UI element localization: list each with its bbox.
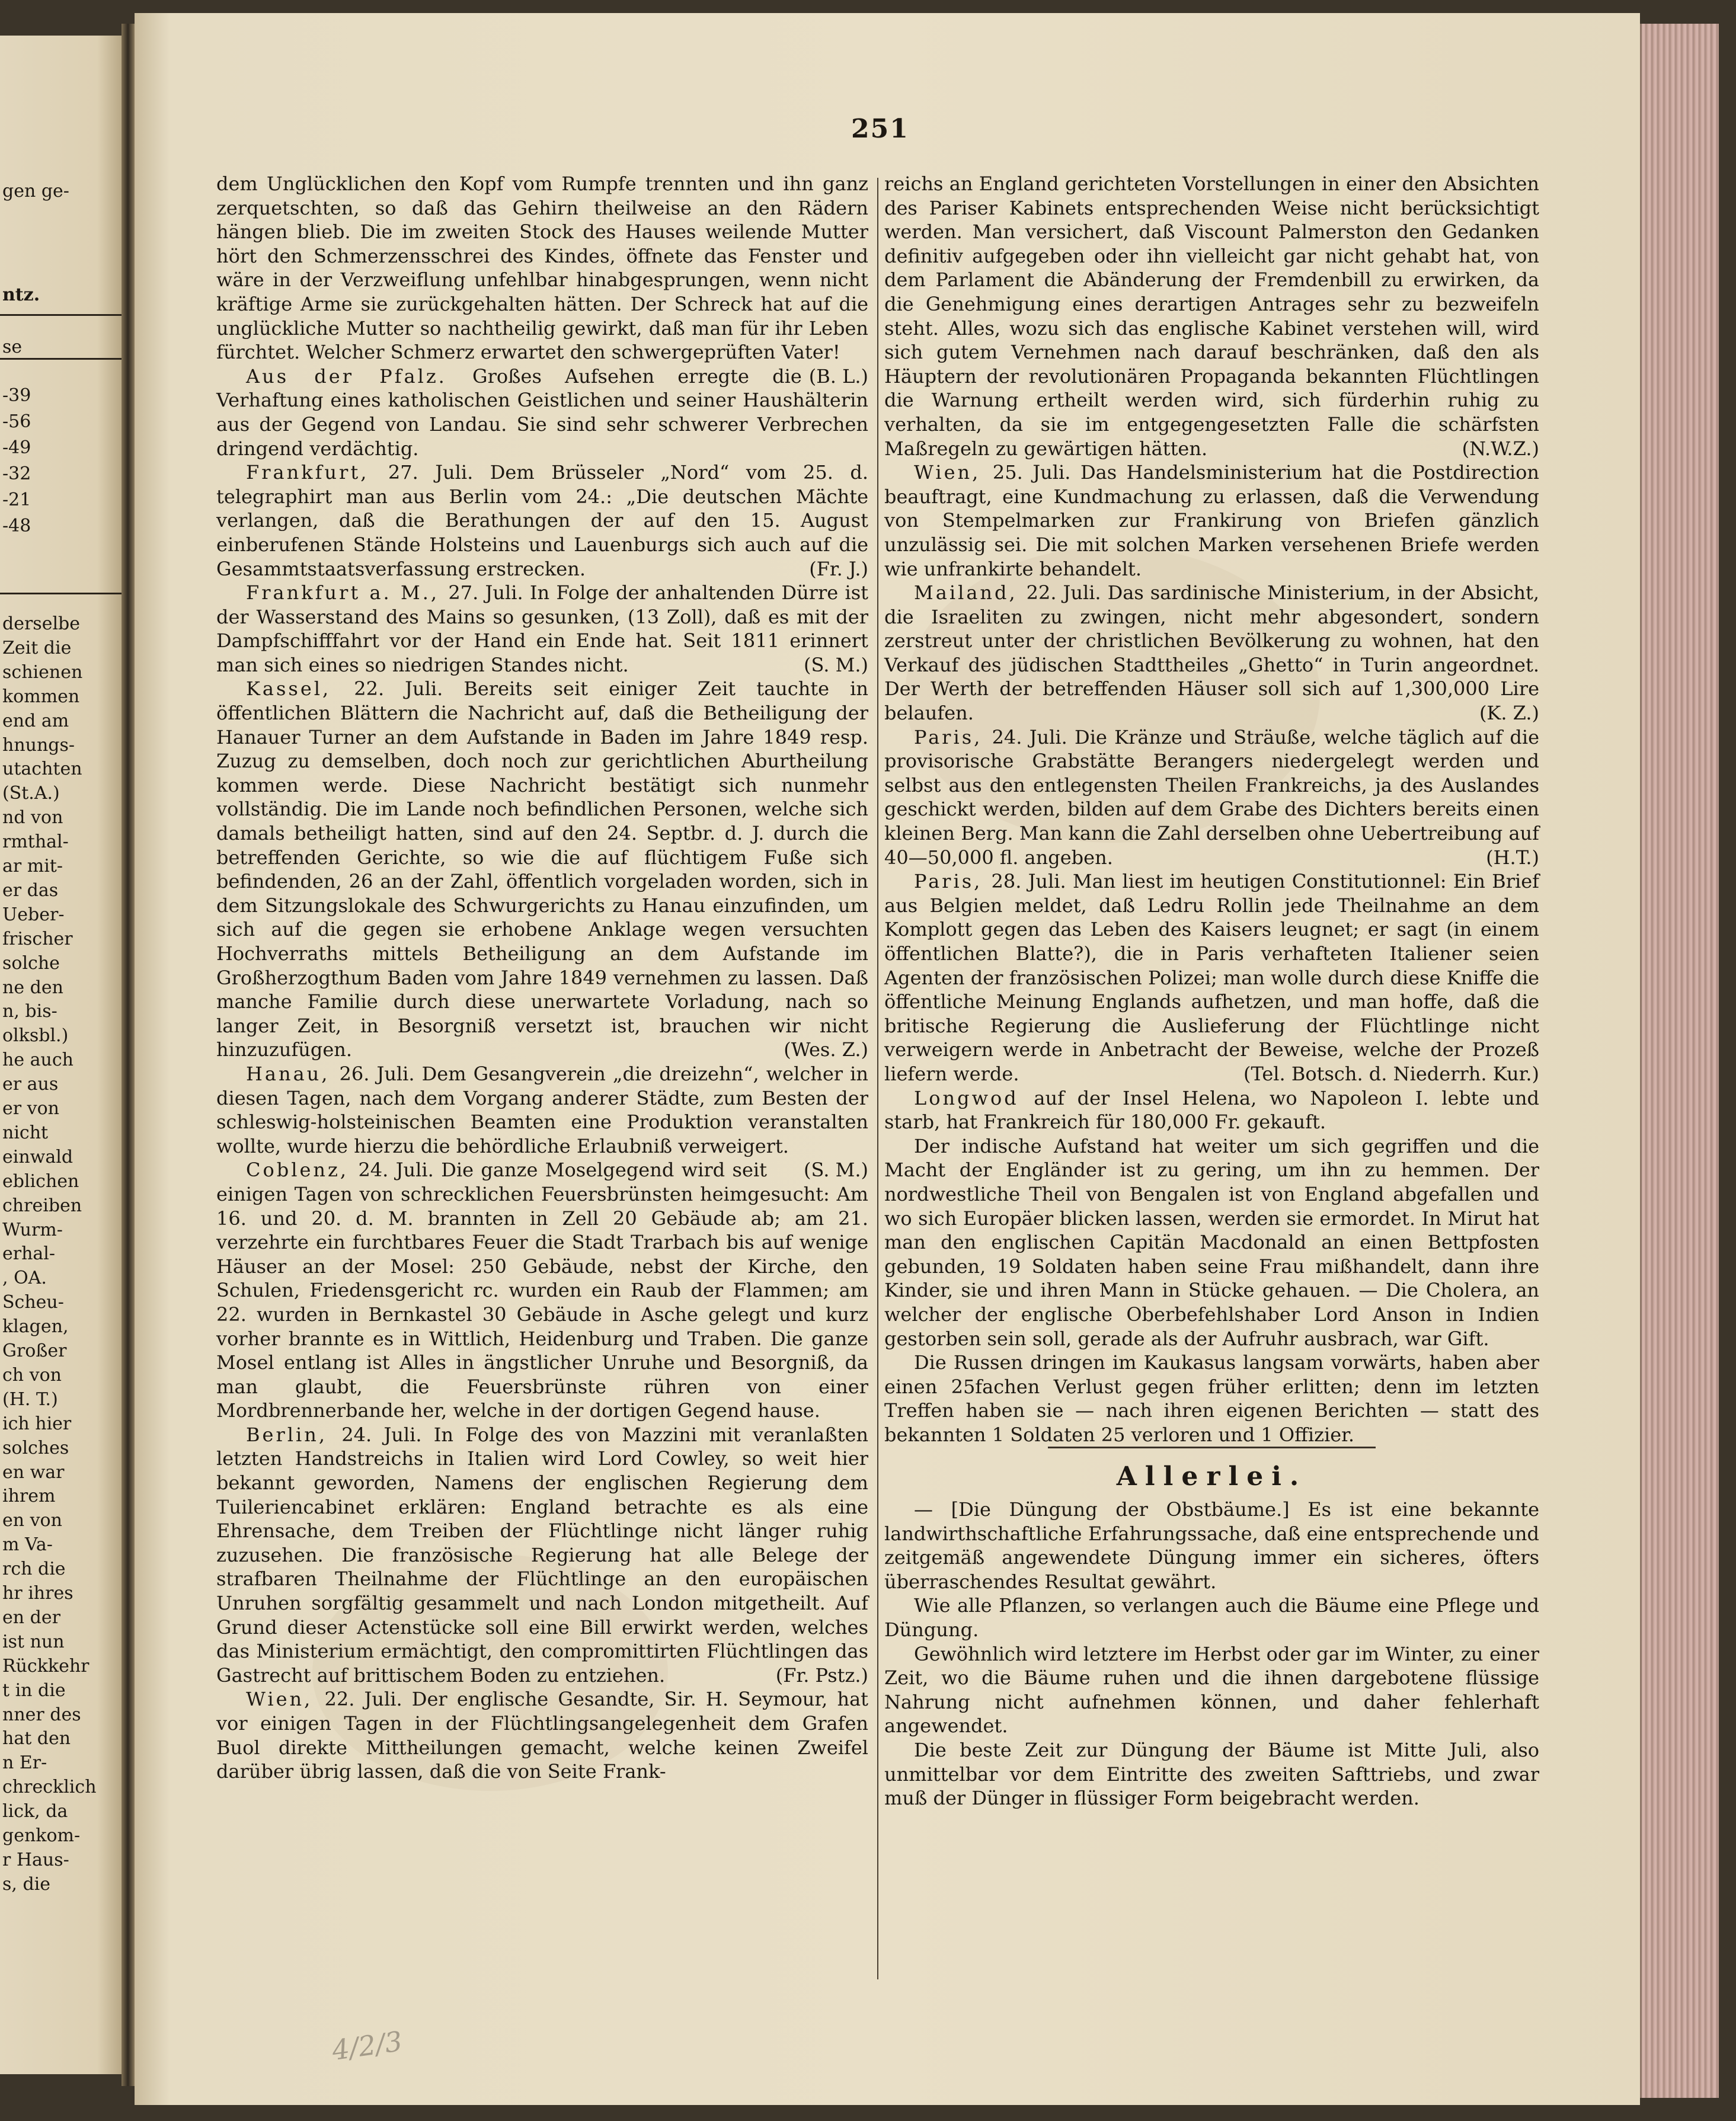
news-items bbox=[884, 172, 1539, 1447]
left-page-fragment: n Er- bbox=[2, 1752, 47, 1774]
left-page-fragment: en von bbox=[2, 1510, 62, 1531]
page-number: 251 bbox=[851, 114, 909, 144]
news-item bbox=[216, 1158, 868, 1423]
news-item bbox=[884, 1134, 1539, 1351]
dateline: Mailand, bbox=[914, 581, 1027, 604]
book-gutter bbox=[122, 24, 135, 2086]
dateline: Frankfurt, bbox=[246, 461, 388, 484]
left-page-fragment: rmthal- bbox=[2, 831, 69, 853]
news-item bbox=[216, 1687, 868, 1783]
left-page-fragment: eblichen bbox=[2, 1170, 79, 1192]
dateline: Wien, bbox=[246, 1688, 325, 1711]
left-page-fragment: nner des bbox=[2, 1704, 81, 1725]
news-item bbox=[884, 460, 1539, 581]
left-page-fragment: klagen, bbox=[2, 1316, 69, 1338]
left-page-fragment: nicht bbox=[2, 1122, 49, 1143]
left-page-fragment: se bbox=[2, 337, 23, 357]
left-page-fragment: Scheu- bbox=[2, 1292, 64, 1313]
left-column bbox=[216, 172, 868, 1784]
article-text: reichs an England gerichteten Vorstellungen in einer den Absichten des Pariser Kabinets entsprechenden Weise nicht berücksichtigt werden. Man versichert, daß Viscount Palmerston den Gedanken definitiv aufgegeben oder ihn vielleicht gar nicht gehabt hat, von dem Parlament die Abänderung der Fremdenbill zu erwirken, da die Genehmigung eines derartigen Antrages sehr zu bezweifeln steht. Alles, wozu sich das englische Kabinet verstehen will, wird sich gutem Vernehmen nach darauf beschränken, daß den als Häuptern der revolutionären Propaganda bekannten Flüchtlingen die Warnung ertheilt werden wird, sich fürderhin ruhig zu verhalten, da sie im entgegengesetzten Falle die schärfsten Maßregeln zu gewärtigen hätten. bbox=[884, 172, 1539, 460]
left-page-fragment: -56 bbox=[2, 411, 31, 432]
dateline: Aus der Pfalz. bbox=[246, 364, 472, 388]
section-heading: Allerlei. bbox=[1116, 1461, 1307, 1492]
article-text: 27. Juli. Dem Brüsseler „Nord“ vom 25. d. telegraphirt man aus Berlin vom 24.: „Die deutschen Mächte verlangen, daß die Berathungen der auf den 15. August einberufenen Stände Holsteins und Lauenburgs sich auch auf die Gesammtstaatsverfassung erstrecken. bbox=[216, 461, 869, 580]
left-page-fragment: t in die bbox=[2, 1679, 66, 1701]
left-page-fragment: nd von bbox=[2, 807, 63, 828]
left-page-edge bbox=[0, 36, 122, 2074]
left-page-fragment: ist nun bbox=[2, 1631, 65, 1652]
news-item bbox=[884, 725, 1539, 870]
left-page-fragment: hnungs- bbox=[2, 734, 75, 756]
left-page-fragment: -32 bbox=[2, 463, 31, 484]
left-page-fragment: derselbe bbox=[2, 613, 81, 634]
news-item bbox=[216, 581, 868, 677]
article-text: Die Russen dringen im Kaukasus langsam vorwärts, haben aber einen 25fachen Verlust gegen früher erlitten; denn im letzten Treffen haben sie — nach ihren eigenen Berichten — statt des bekannten 1 Soldaten 25 verloren und 1 Offizier. bbox=[884, 1351, 1539, 1446]
source-citation: (Tel. Botsch. d. Niederrh. Kur.) bbox=[1243, 1062, 1539, 1085]
allerlei-paragraph: Gewöhnlich wird letztere im Herbst oder gar im Winter, zu einer Zeit, wo die Bäume ruhen und die ihnen dargebotene flüssige Nahrung nicht aufnehmen können, und daher fehlerhaft angewendet. bbox=[884, 1642, 1539, 1738]
left-page-fragment: m Va- bbox=[2, 1534, 53, 1556]
news-item bbox=[884, 581, 1539, 725]
left-page-fragment: er aus bbox=[2, 1074, 59, 1095]
left-page-fragment: genkom- bbox=[2, 1825, 81, 1846]
left-page-fragment: ar mit- bbox=[2, 856, 63, 876]
allerlei-body bbox=[884, 1498, 1539, 1810]
left-page-fragment: er von bbox=[2, 1098, 59, 1119]
left-page-fragment: en der bbox=[2, 1607, 60, 1628]
article-text: Großes Aufsehen erregte die Verhaftung eines katholischen Geistlichen und seiner Haushälterin aus der Gegend von Landau. Sie sind sehr schwerer Verbrechen dringend verdächtig. bbox=[216, 364, 868, 460]
left-page-rule bbox=[0, 593, 122, 594]
article-text: 24. Juli. Die Kränze und Sträuße, welche täglich auf die provisorische Grabstätte Berangers niedergelegt werden und selbst aus den entlegensten Theilen Frankreichs, ja des Auslandes geschickt werden, bilden auf dem Grabe des Dichters bereits einen kleinen Berg. Man kann die Zahl derselben ohne Uebertreibung auf 40—50,000 fl. angeben. bbox=[884, 725, 1540, 869]
left-page-fragment: -39 bbox=[2, 385, 31, 406]
dateline: Wien, bbox=[914, 461, 993, 484]
left-page-fragment: er das bbox=[2, 879, 59, 901]
article-text: 28. Juli. Man liest im heutigen Constitutionnel: Ein Brief aus Belgien meldet, daß Ledru Rollin jede Theilnahme an dem Komplott gegen das Leben des Kaisers leugnet; er sagt (in einem öffentlichen Blatte?), die in Paris verhafteten Italiener seien Agenten der französischen Polizei; man wolle durch diese Kniffe die öffentliche Meinung Englands aufhetzen, und man hoffe, daß die britische Regierung die Auslieferung der Flüchtlinge nicht verweigern werde in Anbetracht der Beweise, welche der Prozeß liefern werde. bbox=[884, 870, 1539, 1085]
left-page-fragment: he auch bbox=[2, 1050, 73, 1071]
left-page-fragment: chreiben bbox=[2, 1195, 82, 1216]
news-item bbox=[216, 677, 868, 1062]
source-citation: (Fr. J.) bbox=[809, 557, 868, 580]
left-page-fragment: -48 bbox=[2, 516, 31, 536]
left-page-fragment: kommen bbox=[2, 686, 80, 707]
left-page-fragment: schienen bbox=[2, 661, 83, 683]
left-page-fragment: lick, da bbox=[2, 1801, 68, 1822]
left-page-fragment: Ueber- bbox=[2, 904, 65, 925]
dateline: Hanau, bbox=[246, 1062, 340, 1085]
article-text: 24. Juli. Die ganze Moselgegend wird seit einigen Tagen von schrecklichen Feuersbrünsten heimgesucht: Am 16. und 20. d. M. brannten in Zell 20 Gebäude ab; am 21. verzehrte ein furchtbares Feuer die Stadt Trarbach bis auf wenige Häuser an der Mosel: 250 Gebäude, nebst der Kirche, den Schulen, Friedensgericht rc. wurden ein Raub der Flammen; am 22. wurden in Bernkastel 30 Gebäude in Asche gelegt und kurz vorher brannte es in Wittlich, Heidenburg und Traben. Die ganze Mosel entlang ist Alles in ängstlicher Unruhe und Besorgniß, da man glaubt, die Feuersbrünste rühren von einer Mordbrennerbande her, welche in der dortigen Gegend hause. bbox=[216, 1159, 868, 1422]
source-citation: (Wes. Z.) bbox=[784, 1038, 868, 1061]
handwritten-pencil-note: 4/2/3 bbox=[330, 2024, 404, 2067]
column-divider bbox=[877, 178, 878, 1979]
left-page-fragment: r Haus- bbox=[2, 1849, 69, 1870]
dateline: Paris, bbox=[914, 870, 992, 893]
news-item bbox=[884, 1086, 1539, 1134]
left-page-fragment: en war bbox=[2, 1461, 65, 1483]
left-page-fragment: ch von bbox=[2, 1364, 62, 1386]
source-citation: (K. Z.) bbox=[1479, 702, 1539, 725]
source-citation: (S. M.) bbox=[803, 653, 868, 676]
left-page-fragment: ne den bbox=[2, 977, 63, 998]
left-page-fragment: -49 bbox=[2, 437, 31, 458]
article-text: 27. Juli. In Folge der anhaltenden Dürre ist der Wasserstand des Mains so gesunken, (13 Zoll), daß es mit der Dampfschifffahrt vor der Hand ein Ende hat. Seit 1811 erinnert man sich eines so niedrigen Standes nicht. bbox=[216, 581, 869, 676]
news-item bbox=[884, 172, 1539, 460]
article-text: 22. Juli. Bereits seit einiger Zeit tauchte in öffentlichen Blättern die Nachricht auf, daß die Betheiligung der Hanauer Turner an dem Aufstande in Baden im Jahre 1849 resp. Zuzug zu demselben, doch noch zur gerichtlichen Aburtheilung kommen werde. Diese Nachricht bestätigt sich nunmehr vollständig. Die im Lande noch befindlichen Personen, welche sich damals betheiligt hatten, sind auf den 24. Septbr. d. J. durch die betreffenden Gerichte, so wie die auf flüchtigem Fuße sich befindenden, 26 an der Zahl, öffentlich vorgeladen worden, sich in dem Sitzungslokale des Schwurgerichts zu Hanau einzufinden, um sich auf die gegen sie erhobene Anklage wegen versuchten Hochverraths mittels Betheiligung an dem Aufstande im Großherzogthum Baden vom Jahre 1849 vernehmen zu lassen. Daß manche Familie durch diese unerwartete Vorladung, nach so langer Zeit, in Besorgniß versetzt ist, brauchen wir nicht hinzuzufügen. bbox=[216, 677, 869, 1061]
right-column bbox=[884, 172, 1539, 1810]
left-page-fragment: erhal- bbox=[2, 1243, 56, 1265]
left-page-fragment: hat den bbox=[2, 1728, 71, 1749]
source-citation: (S. M.) bbox=[803, 1159, 868, 1182]
left-page-fragment: (St.A.) bbox=[2, 783, 60, 804]
article-text: 25. Juli. Das Handelsministerium hat die Postdirection beauftragt, eine Kundmachung zu erlassen, daß die Verwendung von Stempelmarken zur Frankirung von Briefen gänzlich unzulässig sei. Die mit solchen Marken versehenen Briefe werden wie unfrankirte behandelt. bbox=[884, 461, 1540, 580]
left-page-fragment: , OA. bbox=[2, 1268, 47, 1289]
left-page-fragment: solches bbox=[2, 1437, 69, 1458]
dateline: Coblenz, bbox=[246, 1159, 359, 1182]
left-page-fragment: ntz. bbox=[2, 284, 40, 305]
left-page-fragment: frischer bbox=[2, 928, 73, 949]
news-item bbox=[884, 869, 1539, 1086]
page-edges bbox=[1640, 24, 1719, 2098]
source-citation: (B. L.) bbox=[808, 364, 868, 388]
news-item bbox=[216, 364, 868, 460]
left-page-fragment: solche bbox=[2, 952, 60, 974]
left-page-fragment: end am bbox=[2, 710, 69, 731]
article-text: Der indische Aufstand hat weiter um sich gegriffen und die Macht der Engländer ist zu gering, um ihn zu hemmen. Der nordwestliche Theil von Bengalen ist von England abgefallen und wo sich Europäer blicken lassen, werden sie ermordet. In Mirut hat man den englischen Capitän Macdonald an einen Bettpfosten gebunden, 19 Soldaten haben seine Frau mißhandelt, dann ihre Kinder, sie und ihren Mann in Stücke gehauen. — Die Cholera, an welcher der englische Oberbefehlshaber Lord Anson in Indien gestorben sein soll, gerade als der Aufruhr ausbrach, war Gift. bbox=[884, 1134, 1539, 1350]
left-page-fragment: ihrem bbox=[2, 1486, 56, 1507]
article-text: auf der Insel Helena, wo Napoleon I. lebte und starb, hat Frankreich für 180,000 Fr. gekauft. bbox=[884, 1086, 1540, 1134]
dateline: Paris, bbox=[914, 725, 992, 748]
left-page-fragment: olksbl.) bbox=[2, 1025, 69, 1047]
left-page-fragment: einwald bbox=[2, 1146, 73, 1167]
left-page-fragment: ich hier bbox=[2, 1413, 72, 1434]
left-page-rule bbox=[0, 314, 122, 316]
left-page-fragment: utachten bbox=[2, 759, 82, 780]
left-page-fragment: s, die bbox=[2, 1873, 51, 1895]
left-page-fragment: rch die bbox=[2, 1559, 66, 1580]
source-citation: (N.W.Z.) bbox=[1462, 437, 1539, 460]
article-text: 22. Juli. Das sardinische Ministerium, in der Absicht, die Israeliten zu zwingen, nicht mehr abgesondert, sondern zerstreut unter der christlichen Bevölkerung zu wohnen, hat den Verkauf des jüdischen Stadttheiles „Ghetto“ in Turin angeordnet. Der Werth der betreffenden Häuser soll sich auf 1,300,000 Lire belaufen. bbox=[884, 581, 1539, 725]
source-citation: (Fr. Pstz.) bbox=[775, 1663, 868, 1687]
news-item bbox=[884, 1351, 1539, 1447]
left-page-fragment: gen ge- bbox=[2, 181, 69, 201]
left-page-fragment: Zeit die bbox=[2, 637, 72, 658]
news-item bbox=[216, 460, 868, 581]
article-text: 22. Juli. Der englische Gesandte, Sir. H. Seymour, hat vor einigen Tagen in der Flüchtlingsangelegenheit dem Grafen Buol direkte Mittheilungen gemacht, welche keinen Zweifel darüber übrig lassen, daß die von Seite Frank- bbox=[216, 1688, 869, 1783]
left-page-fragment: (H. T.) bbox=[2, 1389, 58, 1410]
news-item bbox=[216, 1423, 868, 1688]
left-page-fragment: -21 bbox=[2, 490, 31, 510]
left-page-fragment: Rückkehr bbox=[2, 1655, 89, 1677]
dateline: Kassel, bbox=[246, 677, 354, 700]
article-text: dem Unglücklichen den Kopf vom Rumpfe trennten und ihn ganz zerquetschten, so daß das Gehirn theilweise an den Rädern hängen blieb. Die im zweiten Stock des Hauses weilende Mutter hört den Schmerzensschrei des Kindes, öffnete das Fenster und wäre in der Verzweiflung unfehlbar hinabgesprungen, wenn nicht kräftige Arme sie zurückgehalten hätten. Der Schreck hat auf die unglückliche Mutter so nachtheilig gewirkt, daß man für ihr Leben fürchtet. Welcher Schmerz erwartet den schwergeprüften Vater! bbox=[216, 172, 868, 364]
section-rule bbox=[1048, 1447, 1376, 1448]
allerlei-paragraph: — [Die Düngung der Obstbäume.] Es ist eine bekannte landwirthschaftliche Erfahrungssache, daß eine entsprechende und zeitgemäß angewendete Düngung immer ein sicheres, öfters überraschendes Resultat gewährt. bbox=[884, 1498, 1539, 1593]
left-page-rule bbox=[0, 358, 122, 360]
article-text: 24. Juli. In Folge des von Mazzini mit veranlaßten letzten Handstreichs in Italien wird Lord Cowley, so weit hier bekannt geworden, Namens der englischen Regierung dem Tuileriencabinet erklären: England betrachte es als eine Ehrensache, dem Treiben der Flüchtlinge nicht länger ruhig zuzusehen. Die französische Regierung hat alle Belege der strafbaren Theilnahme der Flüchtlinge an den europäischen Unruhen sorgfältig gesammelt und nach London mitgetheilt. Auf Grund dieser Actenstücke soll eine Bill erwirkt werden, welches das Ministerium ermächtigt, den compromittirten Flüchtlingen das Gastrecht auf brittischem Boden zu entziehen. bbox=[216, 1423, 869, 1687]
left-page-fragment: Wurm- bbox=[2, 1219, 63, 1240]
source-citation: (H.T.) bbox=[1486, 846, 1539, 869]
left-page-fragment: Großer bbox=[2, 1341, 67, 1361]
dateline: Frankfurt a. M., bbox=[246, 581, 449, 604]
left-page-fragment: n, bis- bbox=[2, 1001, 57, 1022]
dateline: Berlin, bbox=[246, 1423, 342, 1446]
left-page-fragment: hr ihres bbox=[2, 1583, 73, 1604]
dateline: Longwod bbox=[914, 1086, 1034, 1109]
allerlei-paragraph: Wie alle Pflanzen, so verlangen auch die Bäume eine Pflege und Düngung. bbox=[884, 1594, 1539, 1642]
left-page-fragment: chrecklich bbox=[2, 1777, 97, 1798]
allerlei-paragraph: Die beste Zeit zur Düngung der Bäume ist Mitte Juli, also unmittelbar vor dem Eintritte des zweiten Safttriebs, und zwar muß der Dünger in flüssiger Form beigebracht werden. bbox=[884, 1739, 1539, 1810]
article-text: 26. Juli. Dem Gesangverein „die dreizehn“, welcher in diesen Tagen, nach dem Vorgang anderer Städte, zum Besten der schleswig-holsteinischen Beamten eine Produktion veranstalten wollte, wurde hierzu die behördliche Erlaubniß verweigert. bbox=[216, 1062, 869, 1157]
